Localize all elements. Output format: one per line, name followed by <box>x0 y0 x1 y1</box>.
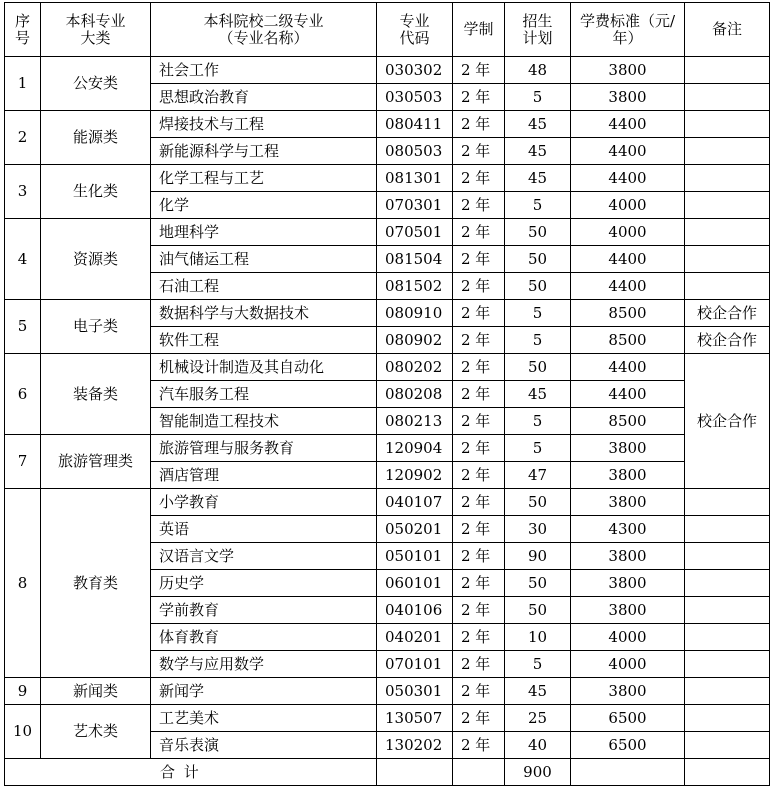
row-plan: 25 <box>505 705 571 732</box>
row-fee: 4000 <box>571 651 685 678</box>
row-note <box>685 489 770 516</box>
row-plan: 40 <box>505 732 571 759</box>
row-fee: 3800 <box>571 57 685 84</box>
row-duration: 2 年 <box>453 381 505 408</box>
row-index: 8 <box>5 489 41 678</box>
table-row <box>5 354 770 381</box>
row-category: 教育类 <box>41 489 151 678</box>
row-plan: 5 <box>505 435 571 462</box>
row-note <box>685 678 770 705</box>
row-index: 10 <box>5 705 41 759</box>
row-major: 焊接技术与工程 <box>151 111 377 138</box>
row-fee: 8500 <box>571 327 685 354</box>
total-note <box>685 759 770 786</box>
row-code: 040107 <box>377 489 453 516</box>
row-plan: 48 <box>505 57 571 84</box>
row-plan: 50 <box>505 246 571 273</box>
row-major: 英语 <box>151 516 377 543</box>
row-major: 机械设计制造及其自动化 <box>151 354 377 381</box>
row-plan: 45 <box>505 111 571 138</box>
row-duration: 2 年 <box>453 111 505 138</box>
row-duration: 2 年 <box>453 651 505 678</box>
row-index: 6 <box>5 354 41 435</box>
row-code: 080213 <box>377 408 453 435</box>
header-index: 序 号 <box>5 3 41 57</box>
row-duration: 2 年 <box>453 516 505 543</box>
row-duration: 2 年 <box>453 489 505 516</box>
row-index: 4 <box>5 219 41 300</box>
row-fee: 4400 <box>571 381 685 408</box>
table-row <box>5 489 770 516</box>
row-major: 酒店管理 <box>151 462 377 489</box>
row-note <box>685 219 770 246</box>
row-plan: 47 <box>505 462 571 489</box>
row-plan: 45 <box>505 381 571 408</box>
table-row <box>5 435 770 462</box>
total-label: 合 计 <box>5 759 377 786</box>
row-fee: 6500 <box>571 732 685 759</box>
row-fee: 8500 <box>571 408 685 435</box>
row-code: 120902 <box>377 462 453 489</box>
row-fee: 3800 <box>571 678 685 705</box>
row-major: 学前教育 <box>151 597 377 624</box>
row-index: 9 <box>5 678 41 705</box>
row-major: 新闻学 <box>151 678 377 705</box>
row-code: 050301 <box>377 678 453 705</box>
row-note <box>685 111 770 138</box>
row-duration: 2 年 <box>453 408 505 435</box>
row-code: 080902 <box>377 327 453 354</box>
row-note-merged: 校企合作 <box>685 354 770 489</box>
row-fee: 3800 <box>571 570 685 597</box>
row-note <box>685 570 770 597</box>
row-note <box>685 165 770 192</box>
row-note <box>685 273 770 300</box>
row-fee: 3800 <box>571 435 685 462</box>
row-note <box>685 705 770 732</box>
row-category: 生化类 <box>41 165 151 219</box>
row-note: 校企合作 <box>685 327 770 354</box>
row-major: 小学教育 <box>151 489 377 516</box>
row-index: 1 <box>5 57 41 111</box>
row-category: 电子类 <box>41 300 151 354</box>
total-plan: 900 <box>505 759 571 786</box>
row-index: 7 <box>5 435 41 489</box>
row-plan: 50 <box>505 570 571 597</box>
row-duration: 2 年 <box>453 597 505 624</box>
row-fee: 3800 <box>571 597 685 624</box>
table-row <box>5 300 770 327</box>
enrollment-table <box>4 2 770 786</box>
row-duration: 2 年 <box>453 705 505 732</box>
row-index: 3 <box>5 165 41 219</box>
row-duration: 2 年 <box>453 219 505 246</box>
row-fee: 3800 <box>571 84 685 111</box>
row-major: 汽车服务工程 <box>151 381 377 408</box>
row-note <box>685 192 770 219</box>
row-index: 2 <box>5 111 41 165</box>
row-major: 新能源科学与工程 <box>151 138 377 165</box>
row-note <box>685 543 770 570</box>
row-code: 070501 <box>377 219 453 246</box>
row-category: 资源类 <box>41 219 151 300</box>
row-duration: 2 年 <box>453 354 505 381</box>
header-note: 备注 <box>685 3 770 57</box>
row-category: 公安类 <box>41 57 151 111</box>
row-major: 石油工程 <box>151 273 377 300</box>
row-code: 040201 <box>377 624 453 651</box>
row-plan: 50 <box>505 354 571 381</box>
row-major: 旅游管理与服务教育 <box>151 435 377 462</box>
row-category: 能源类 <box>41 111 151 165</box>
row-note <box>685 246 770 273</box>
row-plan: 50 <box>505 489 571 516</box>
row-fee: 8500 <box>571 300 685 327</box>
row-duration: 2 年 <box>453 624 505 651</box>
table-row <box>5 111 770 138</box>
row-plan: 30 <box>505 516 571 543</box>
row-code: 070101 <box>377 651 453 678</box>
row-plan: 5 <box>505 408 571 435</box>
header-major: 本科院校二级专业 （专业名称） <box>151 3 377 57</box>
row-duration: 2 年 <box>453 165 505 192</box>
row-category: 艺术类 <box>41 705 151 759</box>
row-code: 081301 <box>377 165 453 192</box>
row-code: 120904 <box>377 435 453 462</box>
row-code: 130507 <box>377 705 453 732</box>
row-category: 新闻类 <box>41 678 151 705</box>
row-major: 软件工程 <box>151 327 377 354</box>
total-row <box>5 759 770 786</box>
row-plan: 5 <box>505 84 571 111</box>
row-note <box>685 732 770 759</box>
row-note <box>685 84 770 111</box>
row-plan: 5 <box>505 192 571 219</box>
header-duration: 学制 <box>453 3 505 57</box>
row-fee: 4400 <box>571 354 685 381</box>
row-major: 化学 <box>151 192 377 219</box>
row-major: 油气储运工程 <box>151 246 377 273</box>
row-fee: 6500 <box>571 705 685 732</box>
table-row <box>5 705 770 732</box>
row-duration: 2 年 <box>453 138 505 165</box>
row-code: 080202 <box>377 354 453 381</box>
row-plan: 45 <box>505 165 571 192</box>
row-code: 070301 <box>377 192 453 219</box>
row-duration: 2 年 <box>453 327 505 354</box>
row-fee: 4000 <box>571 192 685 219</box>
table-row <box>5 165 770 192</box>
row-index: 5 <box>5 300 41 354</box>
row-plan: 10 <box>505 624 571 651</box>
row-code: 080411 <box>377 111 453 138</box>
row-note <box>685 57 770 84</box>
header-fee: 学费标准（元/ 年） <box>571 3 685 57</box>
row-category: 旅游管理类 <box>41 435 151 489</box>
row-code: 050101 <box>377 543 453 570</box>
row-major: 地理科学 <box>151 219 377 246</box>
row-fee: 4000 <box>571 624 685 651</box>
row-fee: 4400 <box>571 273 685 300</box>
row-duration: 2 年 <box>453 84 505 111</box>
row-code: 080910 <box>377 300 453 327</box>
row-note <box>685 516 770 543</box>
row-plan: 5 <box>505 651 571 678</box>
row-note <box>685 138 770 165</box>
row-code: 030503 <box>377 84 453 111</box>
row-code: 080208 <box>377 381 453 408</box>
row-duration: 2 年 <box>453 273 505 300</box>
row-duration: 2 年 <box>453 246 505 273</box>
header-category: 本科专业 大类 <box>41 3 151 57</box>
row-code: 081504 <box>377 246 453 273</box>
row-fee: 3800 <box>571 489 685 516</box>
total-fee <box>571 759 685 786</box>
row-note <box>685 651 770 678</box>
row-plan: 5 <box>505 327 571 354</box>
row-duration: 2 年 <box>453 543 505 570</box>
row-major: 汉语言文学 <box>151 543 377 570</box>
row-major: 历史学 <box>151 570 377 597</box>
row-code: 060101 <box>377 570 453 597</box>
row-note <box>685 597 770 624</box>
row-major: 化学工程与工艺 <box>151 165 377 192</box>
row-code: 130202 <box>377 732 453 759</box>
row-fee: 4300 <box>571 516 685 543</box>
row-code: 080503 <box>377 138 453 165</box>
row-major: 社会工作 <box>151 57 377 84</box>
table-row <box>5 219 770 246</box>
row-fee: 4400 <box>571 246 685 273</box>
row-major: 音乐表演 <box>151 732 377 759</box>
row-fee: 4400 <box>571 111 685 138</box>
row-duration: 2 年 <box>453 300 505 327</box>
header-code: 专业 代码 <box>377 3 453 57</box>
row-duration: 2 年 <box>453 732 505 759</box>
row-code: 081502 <box>377 273 453 300</box>
row-major: 数据科学与大数据技术 <box>151 300 377 327</box>
row-major: 体育教育 <box>151 624 377 651</box>
row-plan: 45 <box>505 678 571 705</box>
row-code: 040106 <box>377 597 453 624</box>
table-body <box>5 57 770 786</box>
row-major: 工艺美术 <box>151 705 377 732</box>
row-code: 030302 <box>377 57 453 84</box>
row-fee: 4000 <box>571 219 685 246</box>
table-row <box>5 678 770 705</box>
row-category: 装备类 <box>41 354 151 435</box>
row-plan: 50 <box>505 597 571 624</box>
header-row <box>5 3 770 57</box>
row-duration: 2 年 <box>453 192 505 219</box>
row-plan: 5 <box>505 300 571 327</box>
row-fee: 3800 <box>571 543 685 570</box>
row-fee: 3800 <box>571 462 685 489</box>
total-code <box>377 759 453 786</box>
row-plan: 50 <box>505 219 571 246</box>
row-note: 校企合作 <box>685 300 770 327</box>
row-duration: 2 年 <box>453 678 505 705</box>
row-plan: 50 <box>505 273 571 300</box>
header-plan: 招生 计划 <box>505 3 571 57</box>
row-duration: 2 年 <box>453 435 505 462</box>
row-plan: 45 <box>505 138 571 165</box>
row-major: 数学与应用数学 <box>151 651 377 678</box>
row-duration: 2 年 <box>453 462 505 489</box>
total-duration <box>453 759 505 786</box>
row-code: 050201 <box>377 516 453 543</box>
row-duration: 2 年 <box>453 570 505 597</box>
row-note <box>685 624 770 651</box>
row-duration: 2 年 <box>453 57 505 84</box>
row-major: 智能制造工程技术 <box>151 408 377 435</box>
row-major: 思想政治教育 <box>151 84 377 111</box>
row-fee: 4400 <box>571 165 685 192</box>
row-plan: 90 <box>505 543 571 570</box>
row-fee: 4400 <box>571 138 685 165</box>
table-row <box>5 57 770 84</box>
